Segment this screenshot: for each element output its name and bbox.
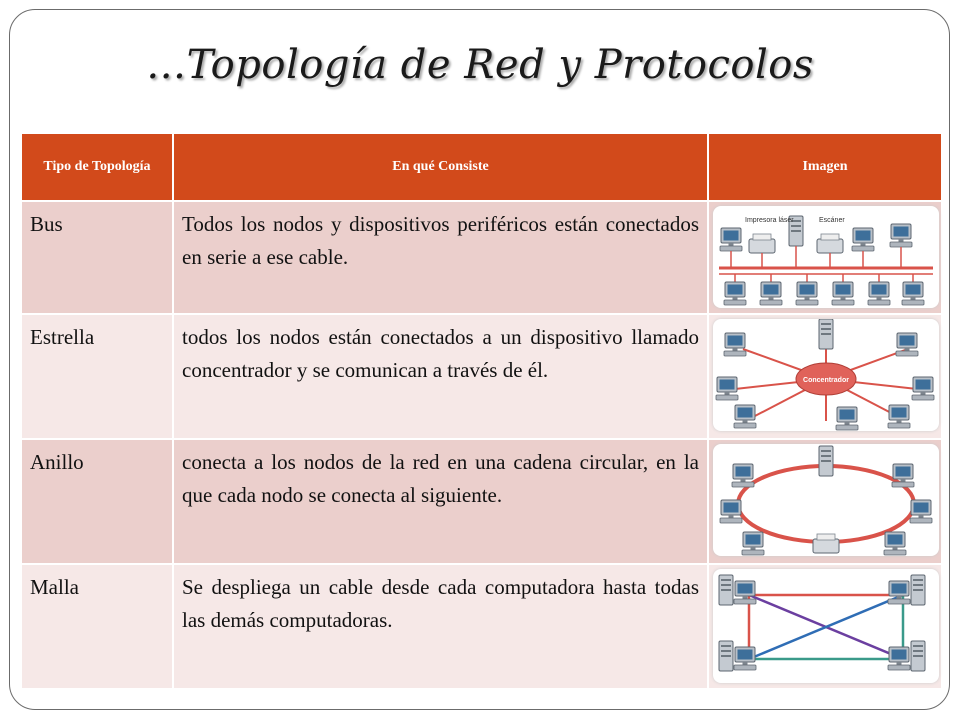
label-impresora: Impresora láser xyxy=(745,217,794,224)
row-type-estrella: Estrella xyxy=(22,314,173,439)
row-type-anillo: Anillo xyxy=(22,439,173,564)
table-header-row xyxy=(22,134,941,201)
table-row xyxy=(22,564,941,688)
row-description-bus: Todos los nodos y dispositivos periféricos están conectados en serie a ese cable. xyxy=(173,201,708,314)
bus-topology-diagram xyxy=(713,206,939,308)
table-row xyxy=(22,201,941,314)
slide-title: …Topología de Red y Protocolos xyxy=(146,42,814,88)
table-row xyxy=(22,314,941,439)
table-row xyxy=(22,439,941,564)
header-consiste: En qué Consiste xyxy=(173,134,708,201)
row-description-malla: Se despliega un cable desde cada computadora hasta todas las demás computadoras. xyxy=(173,564,708,688)
ring-topology-diagram xyxy=(713,444,939,556)
header-imagen: Imagen xyxy=(708,134,941,201)
row-description-anillo: conecta a los nodos de la red en una cadena circular, en la que cada nodo se conecta al siguiente. xyxy=(173,439,708,564)
row-description-estrella: todos los nodos están conectados a un dispositivo llamado concentrador y se comunican a través de él. xyxy=(173,314,708,439)
row-type-malla: Malla xyxy=(22,564,173,688)
star-topology-diagram xyxy=(713,319,939,431)
mesh-topology-diagram xyxy=(713,569,939,683)
topology-table xyxy=(22,134,941,688)
label-escaner: Escáner xyxy=(819,217,845,224)
header-tipo: Tipo de Topología xyxy=(22,134,173,201)
row-type-bus: Bus xyxy=(22,201,173,314)
label-concentrador: Concentrador xyxy=(803,377,849,384)
